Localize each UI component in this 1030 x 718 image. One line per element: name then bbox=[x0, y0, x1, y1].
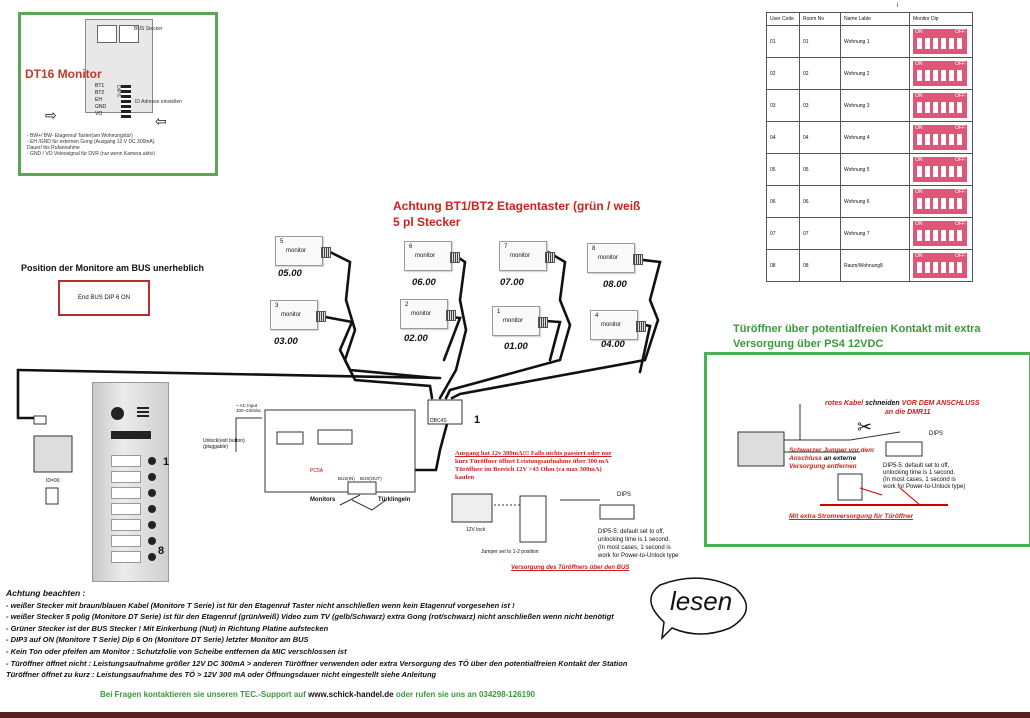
dip-key bbox=[933, 70, 938, 81]
monitor-unit bbox=[404, 241, 452, 271]
table-cell: 04 bbox=[767, 122, 800, 154]
dip-on-label: ON bbox=[915, 253, 923, 259]
monitor-label: monitor bbox=[415, 253, 436, 259]
tiny-mark: i bbox=[897, 3, 899, 9]
dip-key bbox=[925, 38, 930, 49]
arrow-right-icon: ⇨ bbox=[45, 107, 57, 123]
dip5-note: DIP5-5: default set to off, unlocking time is 1 second. (In most cases, 1 second is work for Power-to-Unlock type bbox=[598, 529, 679, 559]
monitor-label: monitor bbox=[503, 318, 524, 324]
dip-on-label: ON bbox=[915, 189, 923, 195]
monitor-unit bbox=[400, 299, 448, 329]
room-label: 07.00 bbox=[500, 277, 524, 288]
dip-key bbox=[941, 198, 946, 209]
note-line: - EH /GND für externen Gong (Ausgang 12 V DC 300mA) bbox=[27, 139, 155, 145]
dip-key bbox=[949, 102, 954, 113]
table-cell: Wohnung 1 bbox=[841, 26, 910, 58]
room-label: 05.00 bbox=[278, 268, 302, 279]
lock-label: 12V lock bbox=[466, 527, 486, 533]
dips-label: DIPS bbox=[929, 431, 944, 437]
bell-button-icon bbox=[148, 457, 156, 465]
cut-label: rotes Kabel schneiden VOR DEM ANSCHLUSS bbox=[825, 400, 980, 407]
etagen-subtitle: 5 pl Stecker bbox=[393, 215, 461, 229]
dip-key bbox=[917, 166, 922, 177]
table-cell: Wohnung 5 bbox=[841, 154, 910, 186]
bell-button-icon bbox=[148, 553, 156, 561]
lesen-bubble-text: lesen bbox=[670, 586, 733, 616]
scissors-icon: ✂ bbox=[857, 417, 873, 437]
bottom-bar bbox=[0, 712, 1030, 718]
unlock-label: Unlock(exit button) (pluggable) bbox=[203, 438, 245, 450]
table-cell: Wohnung 3 bbox=[841, 90, 910, 122]
dip-off-label: OFF bbox=[955, 189, 965, 195]
connector-icon bbox=[316, 311, 326, 322]
dbc4s-number: 1 bbox=[474, 414, 481, 426]
dbc4s-label: DBC4S bbox=[430, 418, 447, 424]
dip-key bbox=[925, 198, 930, 209]
table-cell: 07 bbox=[767, 218, 800, 250]
monitor-unit bbox=[275, 236, 323, 266]
dip-key bbox=[957, 198, 962, 209]
station-label-8: 8 bbox=[158, 545, 165, 557]
note-line: Dauer/ bis Rufannahme bbox=[27, 145, 80, 151]
dip-cell bbox=[910, 26, 973, 58]
dip-key bbox=[941, 102, 946, 113]
table-cell: 06 bbox=[800, 186, 841, 218]
dip-key bbox=[933, 166, 938, 177]
dip-cell bbox=[910, 90, 973, 122]
nameplate bbox=[111, 471, 141, 483]
dip-on-label: ON bbox=[915, 29, 923, 35]
pc5a-label: PC5A bbox=[310, 468, 324, 474]
monitor-number: 2 bbox=[405, 302, 409, 308]
dip-cell bbox=[910, 58, 973, 90]
dip-key bbox=[941, 70, 946, 81]
table-cell: 01 bbox=[767, 26, 800, 58]
dip-on-label: ON bbox=[915, 93, 923, 99]
dt16-pins bbox=[95, 83, 106, 118]
dip-key bbox=[925, 262, 930, 273]
col-header: User Code bbox=[767, 13, 800, 26]
nameplate bbox=[111, 487, 141, 499]
monitor-label: monitor bbox=[286, 248, 307, 254]
dip-key bbox=[925, 70, 930, 81]
camera-icon bbox=[111, 407, 124, 420]
dip-key bbox=[949, 262, 954, 273]
cut-label-2: an die DMR11 bbox=[885, 409, 931, 416]
table-cell: 07 bbox=[800, 218, 841, 250]
table-row bbox=[767, 186, 973, 218]
jumper-note: Schwarzer Jumper vor dem bbox=[789, 447, 874, 454]
col-header: Monitor Dip bbox=[910, 13, 973, 26]
dip-switch-icon bbox=[913, 221, 967, 246]
dip-key bbox=[933, 102, 938, 113]
table-cell: 08 bbox=[800, 250, 841, 282]
room-label: 01.00 bbox=[504, 341, 528, 352]
table-row bbox=[767, 122, 973, 154]
monitor-number: 7 bbox=[504, 244, 508, 250]
nameplate bbox=[111, 535, 141, 547]
dip-on-label: ON bbox=[915, 157, 923, 163]
connector-icon bbox=[450, 252, 460, 263]
monitor-unit bbox=[270, 300, 318, 330]
dip-off-label: OFF bbox=[955, 61, 965, 67]
dip-key bbox=[949, 134, 954, 145]
attention-line: Türöffner öffnet zu kurz : Leistungsaufnahme des TÖ > 12V 300 mA oder Öffnungsdauer nicht eingestellt siehe Anleitung bbox=[6, 670, 437, 680]
dip-key bbox=[957, 102, 962, 113]
tueroeffner-title: Türöffner über potentialfreien Kontakt mit extra bbox=[733, 323, 981, 335]
attention-line: - Kein Ton oder pfeifen am Monitor : Schutzfolie von Scheibe entfernen da MIC verschlossen ist bbox=[6, 646, 347, 656]
table-cell: 03 bbox=[800, 90, 841, 122]
table-cell: 06 bbox=[767, 186, 800, 218]
col-header: Name Lable bbox=[841, 13, 910, 26]
dip-key bbox=[949, 70, 954, 81]
connector-icon bbox=[321, 247, 331, 258]
monitor-label: monitor bbox=[281, 312, 302, 318]
dt16-monitor-panel bbox=[18, 12, 218, 176]
table-cell: 08 bbox=[767, 250, 800, 282]
dip-key bbox=[925, 230, 930, 241]
connector-icon bbox=[446, 310, 456, 321]
connector-icon bbox=[633, 254, 643, 265]
dip-off-label: OFF bbox=[955, 221, 965, 227]
table-cell: 02 bbox=[800, 58, 841, 90]
table-row bbox=[767, 154, 973, 186]
dip-key bbox=[957, 70, 962, 81]
connector-icon bbox=[545, 252, 555, 263]
tuerklingeln-label: Türklingeln bbox=[378, 497, 411, 503]
col-header: Room No bbox=[800, 13, 841, 26]
user-code-table bbox=[766, 12, 973, 282]
table-row bbox=[767, 58, 973, 90]
attention-title: Achtung beachten : bbox=[6, 588, 86, 598]
dip-key bbox=[941, 134, 946, 145]
bus-out-label: BUS(OUT) bbox=[360, 476, 382, 481]
dip-switch-icon bbox=[913, 93, 967, 118]
table-cell: Wohnung 2 bbox=[841, 58, 910, 90]
dip-key bbox=[949, 38, 954, 49]
attention-line: - DIP3 auf ON (Monitore T Serie) Dip 6 On (Monitore DT Serie) letzter Monitor am BUS bbox=[6, 635, 309, 645]
dip-key bbox=[957, 230, 962, 241]
dip-key bbox=[933, 134, 938, 145]
dip-on-label: ON bbox=[915, 221, 923, 227]
dip-cell bbox=[910, 122, 973, 154]
dip-switch-icon bbox=[913, 29, 967, 54]
gbox-footer: Mit extra Stromversorgung für Türöffner bbox=[789, 513, 914, 520]
dip-switch-icon bbox=[913, 61, 967, 86]
table-cell: Wohnung 6 bbox=[841, 186, 910, 218]
table-cell: Wohnung 7 bbox=[841, 218, 910, 250]
table-row bbox=[767, 90, 973, 122]
attention-line: - Türöffner öffnet nicht : Leistungsaufnahme größer 12V DC 300mA > anderen Türöffner verwenden oder extra Versorgung des TÖ über den potentialfreien Kontakt der Station bbox=[6, 658, 628, 668]
display-strip bbox=[111, 431, 151, 439]
monitor-unit bbox=[492, 306, 540, 336]
dip-key bbox=[925, 134, 930, 145]
room-label: 04.00 bbox=[601, 339, 625, 350]
dip-key bbox=[957, 38, 962, 49]
room-label: 02.00 bbox=[404, 333, 428, 344]
bell-button-icon bbox=[148, 537, 156, 545]
attention-notes bbox=[6, 588, 627, 681]
nameplate bbox=[111, 503, 141, 515]
monitor-unit bbox=[499, 241, 547, 271]
dip-cell bbox=[910, 218, 973, 250]
dip-switch-icon bbox=[913, 125, 967, 150]
connector-icon bbox=[636, 321, 646, 332]
table-row bbox=[767, 250, 973, 282]
room-label: 06.00 bbox=[412, 277, 436, 288]
pin-label: BT2 bbox=[95, 90, 105, 96]
pin-label: EH bbox=[95, 97, 102, 103]
dip-key bbox=[917, 262, 922, 273]
monitor-label: monitor bbox=[411, 311, 432, 317]
table-cell: 01 bbox=[800, 26, 841, 58]
dip-key bbox=[917, 102, 922, 113]
id-address-label: ID Adresse einstellen bbox=[135, 99, 182, 105]
dip-switch-icon bbox=[913, 253, 967, 278]
table-cell: 04 bbox=[800, 122, 841, 154]
bus-stecker-label: BUS Stecker bbox=[134, 26, 163, 32]
end-bus-box: End BUS DIP 6 ON bbox=[58, 280, 150, 316]
pin-label: BT1 bbox=[95, 83, 105, 89]
attention-line: - weißer Stecker mit braun/blauen Kabel (Monitore T Serie) ist für den Etagenruf Taster nicht anschließen wenn kein Etagenruf vorgesehen ist ! bbox=[6, 600, 515, 610]
dip-key bbox=[949, 230, 954, 241]
table-cell: 05 bbox=[800, 154, 841, 186]
dt16-title: DT16 Monitor bbox=[25, 67, 102, 81]
jumper-note-3: Versorgung entfernen bbox=[789, 463, 857, 470]
room-label: 03.00 bbox=[274, 336, 298, 347]
dip-off-label: OFF bbox=[955, 29, 965, 35]
monitor-unit bbox=[587, 243, 635, 273]
table-row bbox=[767, 26, 973, 58]
station-label-1: 1 bbox=[163, 456, 170, 468]
bell-button-icon bbox=[148, 473, 156, 481]
room-label: 08.00 bbox=[603, 279, 627, 290]
note-line: - BW+/ BW- Etagenruf Taster(am Wohnungstür) bbox=[27, 133, 133, 139]
speaker-icon bbox=[137, 407, 149, 419]
tueroeffner-subtitle: Versorgung über PS4 12VDC bbox=[733, 338, 884, 350]
monitor-label: monitor bbox=[601, 322, 622, 328]
jumper-note-2: Anschluss an externe bbox=[789, 455, 857, 462]
nameplate bbox=[111, 551, 141, 563]
dt16-notes bbox=[27, 133, 155, 157]
monitor-number: 3 bbox=[275, 303, 279, 309]
position-note: Position der Monitore am BUS unerheblich bbox=[21, 263, 205, 273]
bell-button-icon bbox=[148, 521, 156, 529]
monitor-label: monitor bbox=[510, 253, 531, 259]
bus-in-label: BUS(IN) bbox=[338, 476, 355, 481]
monitor-number: 1 bbox=[497, 309, 501, 315]
bus-socket-icon bbox=[97, 25, 117, 43]
table-cell: 03 bbox=[767, 90, 800, 122]
dip-key bbox=[917, 70, 922, 81]
pin-label: VO bbox=[95, 111, 103, 117]
ac-input-label: ~ AC Input 100~240Vac bbox=[236, 403, 262, 413]
dip-cell bbox=[910, 186, 973, 218]
jumper-label: Jumper set to 1-2 position bbox=[481, 549, 539, 555]
center-footer: Versorgung des Türöffners über den BUS bbox=[511, 565, 630, 571]
table-cell: Wohnung 4 bbox=[841, 122, 910, 154]
dip-key bbox=[941, 38, 946, 49]
dip-key bbox=[949, 166, 954, 177]
note-line: - GND / VO Videosignal für DVR (nur wenn Kamera aktiv) bbox=[27, 151, 155, 157]
dip-key bbox=[933, 230, 938, 241]
dip-switch-icon bbox=[121, 85, 131, 119]
id-label: ID=00 bbox=[46, 478, 60, 484]
table-cell: Raum/Wohnung8 bbox=[841, 250, 910, 282]
warning-note: Ausgang hat 12v 300mA!!! Falls nichts passiert oder nur kurz Türöffner öffnet Leistungsaufnahme über 300 mA Türöffner im Bereich 12V >43 Ohm (ca max 300mA) kaufen bbox=[455, 450, 612, 481]
dip-key bbox=[917, 230, 922, 241]
dip-key bbox=[917, 134, 922, 145]
attention-line: - weißer Stecker 5 polig (Monitore DT Serie) ist für den Etagenruf (grün/weiß) Video zum TV (gelb/Schwarz) extra Gong (rot/schwarz) nicht anschließen wenn nicht benötigt bbox=[6, 612, 614, 622]
dip-switch-icon bbox=[913, 157, 967, 182]
dip-key bbox=[925, 166, 930, 177]
bell-button-icon bbox=[148, 489, 156, 497]
dip-key bbox=[933, 198, 938, 209]
etagen-title: Achtung BT1/BT2 Etagentaster (grün / weiß bbox=[393, 199, 641, 213]
table-header-row bbox=[767, 13, 973, 26]
dip-off-label: OFF bbox=[955, 125, 965, 131]
attention-line: - Grüner Stecker ist der BUS Stecker ! Mit Einkerbung (Nut) in Richtung Platine aufstecken bbox=[6, 623, 329, 633]
table-cell: 02 bbox=[767, 58, 800, 90]
dip-key bbox=[957, 166, 962, 177]
dip-off-label: OFF bbox=[955, 93, 965, 99]
dips-label: DIPS bbox=[617, 492, 632, 498]
dip-cell bbox=[910, 154, 973, 186]
support-link[interactable]: www.schick-handel.de bbox=[308, 690, 394, 699]
pin-label: GND bbox=[95, 104, 107, 110]
monitor-number: 5 bbox=[280, 239, 284, 245]
dip-cell bbox=[910, 250, 973, 282]
dip5-note: DIP5-5: default set to off, unlocking time is 1 second. (In most cases, 1 second is work for Power-to-Unlock type) bbox=[883, 463, 966, 490]
arrow-left-icon: ⇦ bbox=[155, 113, 167, 129]
monitor-label: monitor bbox=[598, 255, 619, 261]
nameplate bbox=[111, 455, 141, 467]
bell-button-icon bbox=[148, 505, 156, 513]
dip-key bbox=[925, 102, 930, 113]
dip-key bbox=[957, 134, 962, 145]
monitors-label: Monitors bbox=[310, 497, 336, 503]
dip-off-label: OFF bbox=[955, 253, 965, 259]
monitor-number: 6 bbox=[409, 244, 413, 250]
dip-key bbox=[941, 262, 946, 273]
dips-label: DIPS bbox=[114, 85, 121, 97]
monitor-unit bbox=[590, 310, 638, 340]
dip-key bbox=[917, 38, 922, 49]
dip-key bbox=[957, 262, 962, 273]
dip-key bbox=[949, 198, 954, 209]
monitor-number: 8 bbox=[592, 246, 596, 252]
dip-on-label: ON bbox=[915, 125, 923, 131]
dip-switch-icon bbox=[913, 189, 967, 214]
dip-key bbox=[917, 198, 922, 209]
table-row bbox=[767, 218, 973, 250]
dip-key bbox=[941, 166, 946, 177]
dip-key bbox=[933, 262, 938, 273]
connector-icon bbox=[538, 317, 548, 328]
support-line: Bei Fragen kontaktieren sie unseren TEC.-Support auf www.schick-handel.de oder rufen sie uns an 034298-126190 bbox=[100, 690, 535, 699]
extra-supply-panel bbox=[704, 352, 1030, 547]
dip-off-label: OFF bbox=[955, 157, 965, 163]
dip-key bbox=[933, 38, 938, 49]
table-cell: 05 bbox=[767, 154, 800, 186]
nameplate bbox=[111, 519, 141, 531]
monitor-number: 4 bbox=[595, 313, 599, 319]
dip-on-label: ON bbox=[915, 61, 923, 67]
dip-key bbox=[941, 230, 946, 241]
